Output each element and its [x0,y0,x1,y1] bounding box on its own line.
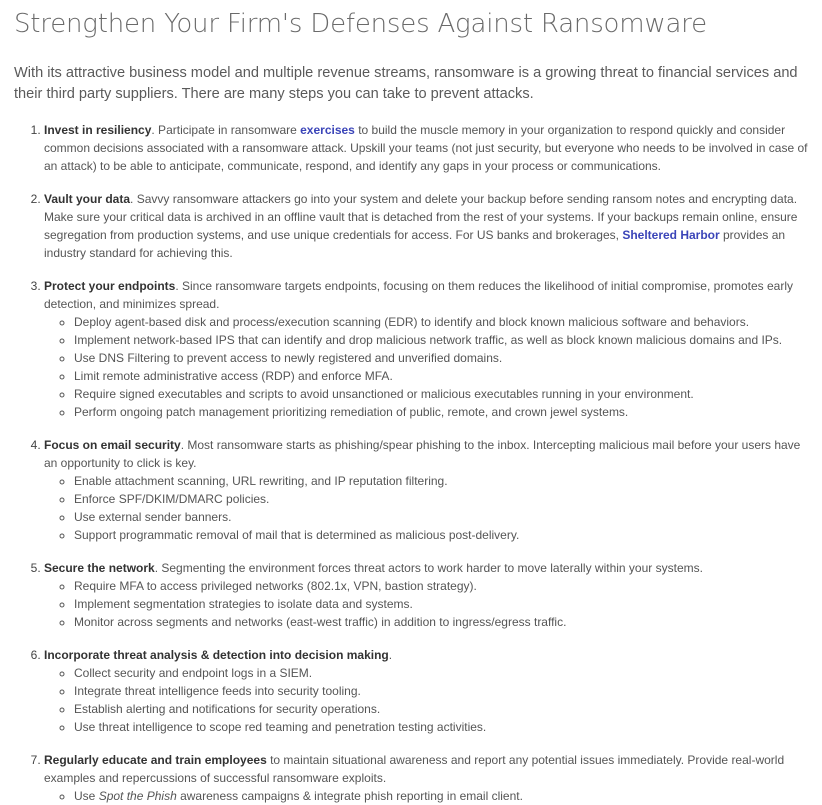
step-4-heading: Focus on email security [44,438,181,452]
list-item: ◦ Implement network-based IPS that can identify and drop malicious network traffic, as well as block known malicious domains and IPs. [74,331,808,349]
list-item: ◦ Monitor across segments and networks (east-west traffic) in addition to ingress/egress traffic. [74,613,808,631]
step-7-text: to maintain situational awareness and report any potential issues immediately. Provide real-world examples and repercussions of successful ransomware exploits. [44,753,785,785]
list-item: ◦ Require signed executables and scripts to avoid unsanctioned or malicious executables running in your environment. [74,385,808,403]
page-title: Strengthen Your Firm's Defenses Against Ransomware [14,9,707,39]
list-item: ◦ Require MFA to access privileged networks (802.1x, VPN, bastion strategy). [74,577,808,595]
step-1-text-a: . Participate in ransomware [151,123,301,137]
step-5 [44,559,808,631]
step-1-heading: Invest in resiliency [44,123,152,137]
step-7 [44,751,808,805]
steps-list [14,121,808,805]
step-3-heading: Protect your endpoints [44,279,176,293]
step-5-text: . Segmenting the environment forces threat actors to work harder to move laterally within your systems. [154,561,703,575]
step-5-sublist [44,577,808,631]
list-item: ◦ Establish alerting and notifications for security operations. [74,700,808,718]
step-7-sublist [44,787,808,805]
step-3-sublist [44,313,808,421]
list-item: ◦ Enforce SPF/DKIM/DMARC policies. [74,490,808,508]
list-item: ◦ Use external sender banners. [74,508,808,526]
step-5-heading: Secure the network [44,561,155,575]
list-item: ◦ Use DNS Filtering to prevent access to newly registered and unverified domains. [74,349,808,367]
item-text-b: awareness campaigns & integrate phish reporting in email client. [176,789,523,803]
step-1-text-b: to build the muscle memory in your organization to respond quickly and consider common decisions associated with a ransomware attack. Upskill your teams (not just security, but everyone who needs to be involved in case of an attack) to be able to anticipate, communicate, respond, and identify any gaps in your process or communications. [44,123,808,173]
step-2-text-b: provides an industry standard for achieving this. [44,228,786,260]
list-item: ◦ Deploy agent-based disk and process/execution scanning (EDR) to identify and block known malicious software and behaviors. [74,313,808,331]
spot-the-phish-emphasis: Spot the Phish [98,789,177,803]
list-item: ◦ Support programmatic removal of mail that is determined as malicious post-delivery. [74,526,808,544]
list-item [74,787,808,805]
list-item: ◦ Enable attachment scanning, URL rewriting, and IP reputation filtering. [74,472,808,490]
step-7-heading: Regularly educate and train employees [44,753,267,767]
list-item: ◦ Integrate threat intelligence feeds into security tooling. [74,682,808,700]
list-item: ◦ Collect security and endpoint logs in a SIEM. [74,664,808,682]
step-4-sublist [44,472,808,544]
list-item: ◦ Limit remote administrative access (RDP) and enforce MFA. [74,367,808,385]
step-2-text-a: . Savvy ransomware attackers go into your system and delete your backup before sending ransom notes and encrypting data. Make sure your critical data is archived in an offline vault that is detached from the rest of your systems. If your backups remain online, ensure segregation from production systems, and use unique credentials for access. For US banks and brokerages, [44,192,798,242]
step-3 [44,277,808,421]
step-2-heading: Vault your data [44,192,131,206]
step-3-text: . Since ransomware targets endpoints, focusing on them reduces the likelihood of initial compromise, promotes early detection, and minimizes spread. [44,279,793,311]
step-4-text: . Most ransomware starts as phishing/spear phishing to the inbox. Intercepting malicious mail before your users have an opportunity to click is key. [44,438,801,470]
step-1 [44,121,808,175]
item-text-a: Use [74,789,99,803]
list-item: ◦ Perform ongoing patch management prioritizing remediation of public, remote, and crown jewel systems. [74,403,808,421]
sheltered-harbor-link[interactable]: Sheltered Harbor [622,228,720,242]
exercises-link[interactable]: exercises [300,123,355,137]
step-6-sublist [44,664,808,736]
step-6-text: . [388,648,393,662]
list-item: ◦ Implement segmentation strategies to isolate data and systems. [74,595,808,613]
step-4 [44,436,808,544]
intro-paragraph: With its attractive business model and multiple revenue streams, ransomware is a growing threat to financial services and their third party suppliers. There are many steps you can take to prevent attacks. [14,65,798,102]
list-item: ◦ Use threat intelligence to scope red teaming and penetration testing activities. [74,718,808,736]
step-6 [44,646,808,736]
step-2 [44,190,808,262]
step-6-heading: Incorporate threat analysis & detection into decision making [44,648,389,662]
